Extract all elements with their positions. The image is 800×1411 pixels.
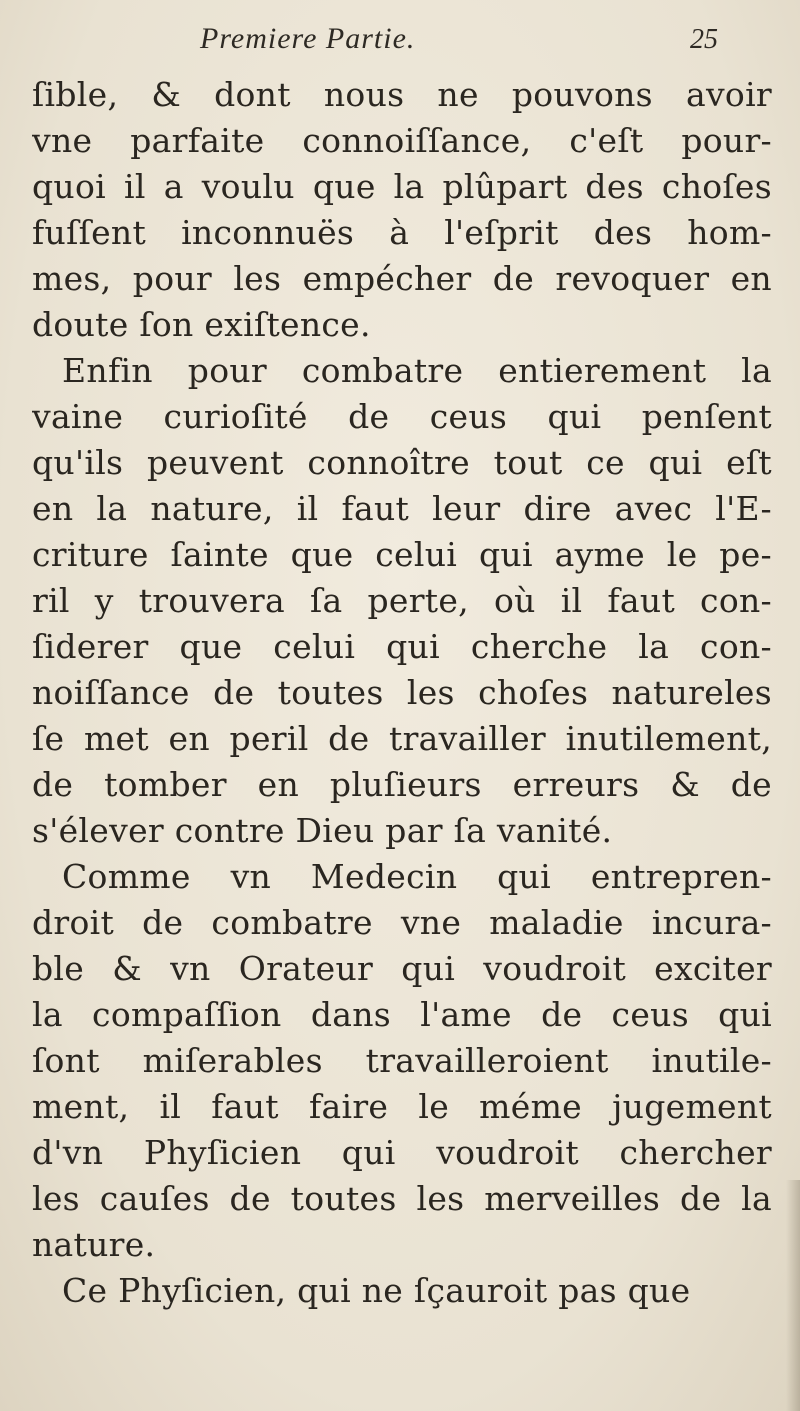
text-line: les cauſes de toutes les merveilles de la — [32, 1179, 772, 1218]
page-header — [0, 22, 800, 62]
text-line: ſiderer que celui qui cherche la con- — [32, 627, 772, 666]
text-line: Ce Phyſicien, qui ne ſçauroit pas que — [62, 1271, 691, 1310]
text-line: s'élever contre Dieu par ſa vanité. — [32, 811, 613, 850]
text-line: qu'ils peuvent connoître tout ce qui eſt — [32, 443, 772, 482]
text-line: d'vn Phyſicien qui voudroit chercher — [32, 1133, 772, 1172]
text-line: en la nature, il faut leur dire avec l'E- — [32, 489, 772, 528]
text-line: vne parfaite connoiſſance, c'eſt pour- — [32, 121, 772, 160]
text-line: noiſſance de toutes les choſes natureles — [32, 673, 772, 712]
text-line: ſe met en peril de travailler inutilement, — [32, 719, 772, 758]
text-line: doute ſon exiſtence. — [32, 305, 371, 344]
text-line: de tomber en pluſieurs erreurs & de — [32, 765, 772, 804]
text-line: la compaſſion dans l'ame de ceus qui — [32, 995, 772, 1034]
text-line: ſont miſerables travailleroient inutile- — [32, 1041, 772, 1080]
text-line: ſible, & dont nous ne pouvons avoir — [32, 75, 772, 114]
text-line: nature. — [32, 1225, 156, 1264]
text-line: criture ſainte que celui qui ayme le pe- — [32, 535, 772, 574]
text-line: ble & vn Orateur qui voudroit exciter — [32, 949, 772, 988]
text-line: quoi il a voulu que la plûpart des choſes — [32, 167, 772, 206]
text-line: mes, pour les empécher de revoquer en — [32, 259, 772, 298]
body-text — [32, 72, 772, 1314]
page-number: 25 — [690, 24, 718, 55]
text-line: droit de combatre vne maladie incura- — [32, 903, 772, 942]
text-line: ment, il faut faire le méme jugement — [32, 1087, 772, 1126]
page-edge-shadow — [786, 1180, 800, 1411]
text-line: Enfin pour combatre entierement la — [62, 351, 772, 390]
text-line: ril y trouvera ſa perte, où il faut con- — [32, 581, 772, 620]
text-line: Comme vn Medecin qui entrepren- — [62, 857, 772, 896]
text-line: vaine curioſité de ceus qui penſent — [32, 397, 772, 436]
running-title: Premiere Partie. — [200, 22, 416, 55]
text-line: fuſſent inconnuës à l'eſprit des hom- — [32, 213, 772, 252]
